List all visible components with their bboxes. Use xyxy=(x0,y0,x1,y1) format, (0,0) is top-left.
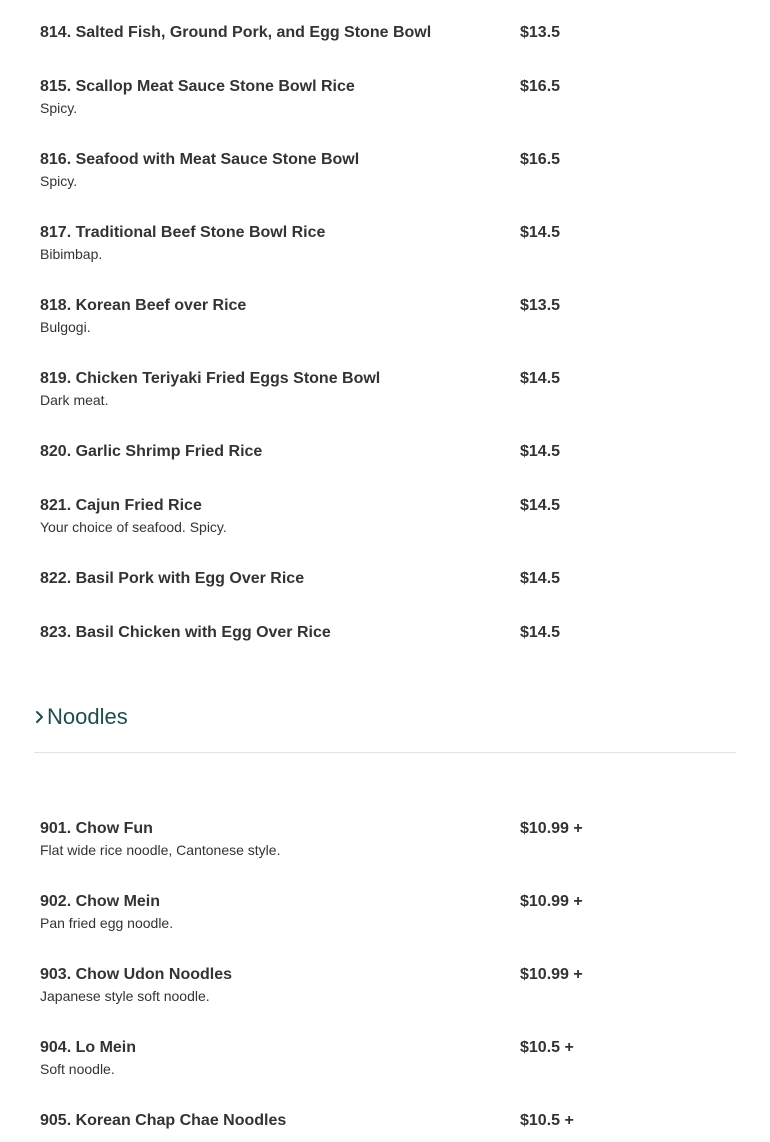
item-description: Spicy. xyxy=(40,173,78,189)
item-price: $13.5 xyxy=(520,24,561,41)
item-name: 823. Basil Chicken with Egg Over Rice xyxy=(40,624,331,641)
item-price: $10.5 + xyxy=(520,1039,574,1056)
item-name: 904. Lo Mein xyxy=(40,1039,137,1056)
item-description: Japanese style soft noodle. xyxy=(40,988,210,1004)
item-name: 821. Cajun Fried Rice xyxy=(40,497,202,514)
item-description: Bibimbap. xyxy=(40,246,103,262)
item-price: $14.5 xyxy=(520,497,561,514)
item-name: 820. Garlic Shrimp Fried Rice xyxy=(40,443,263,460)
chevron-right-icon xyxy=(34,709,46,725)
item-price: $10.99 + xyxy=(520,820,583,837)
item-description: Soft noodle. xyxy=(40,1061,115,1077)
item-description: Your choice of seafood. Spicy. xyxy=(40,519,227,535)
item-name: 905. Korean Chap Chae Noodles xyxy=(40,1112,287,1129)
item-price: $14.5 xyxy=(520,624,561,641)
item-name: 816. Seafood with Meat Sauce Stone Bowl xyxy=(40,151,360,168)
item-name: 903. Chow Udon Noodles xyxy=(40,966,233,983)
item-price: $14.5 xyxy=(520,224,561,241)
item-price: $14.5 xyxy=(520,443,561,460)
item-description: Spicy. xyxy=(40,100,78,116)
item-description: Pan fried egg noodle. xyxy=(40,915,174,931)
item-name: 822. Basil Pork with Egg Over Rice xyxy=(40,570,305,587)
item-description: Bulgogi. xyxy=(40,319,91,335)
noodles-section-header[interactable] xyxy=(34,702,128,732)
item-name: 902. Chow Mein xyxy=(40,893,161,910)
item-price: $10.5 + xyxy=(520,1112,574,1129)
item-description: Dark meat. xyxy=(40,392,109,408)
item-price: $13.5 xyxy=(520,297,561,314)
item-price: $10.99 + xyxy=(520,893,583,910)
item-name: 817. Traditional Beef Stone Bowl Rice xyxy=(40,224,326,241)
item-name: 818. Korean Beef over Rice xyxy=(40,297,247,314)
section-title: Noodles xyxy=(47,704,128,729)
item-name: 814. Salted Fish, Ground Pork, and Egg Stone Bowl xyxy=(40,24,432,41)
item-price: $16.5 xyxy=(520,78,561,95)
item-price: $14.5 xyxy=(520,570,561,587)
item-price: $10.99 + xyxy=(520,966,583,983)
item-description: Flat wide rice noodle, Cantonese style. xyxy=(40,842,281,858)
item-price: $16.5 xyxy=(520,151,561,168)
item-price: $14.5 xyxy=(520,370,561,387)
section-divider xyxy=(34,752,736,753)
item-name: 815. Scallop Meat Sauce Stone Bowl Rice xyxy=(40,78,355,95)
item-name: 819. Chicken Teriyaki Fried Eggs Stone Bowl xyxy=(40,370,381,387)
item-name: 901. Chow Fun xyxy=(40,820,153,837)
